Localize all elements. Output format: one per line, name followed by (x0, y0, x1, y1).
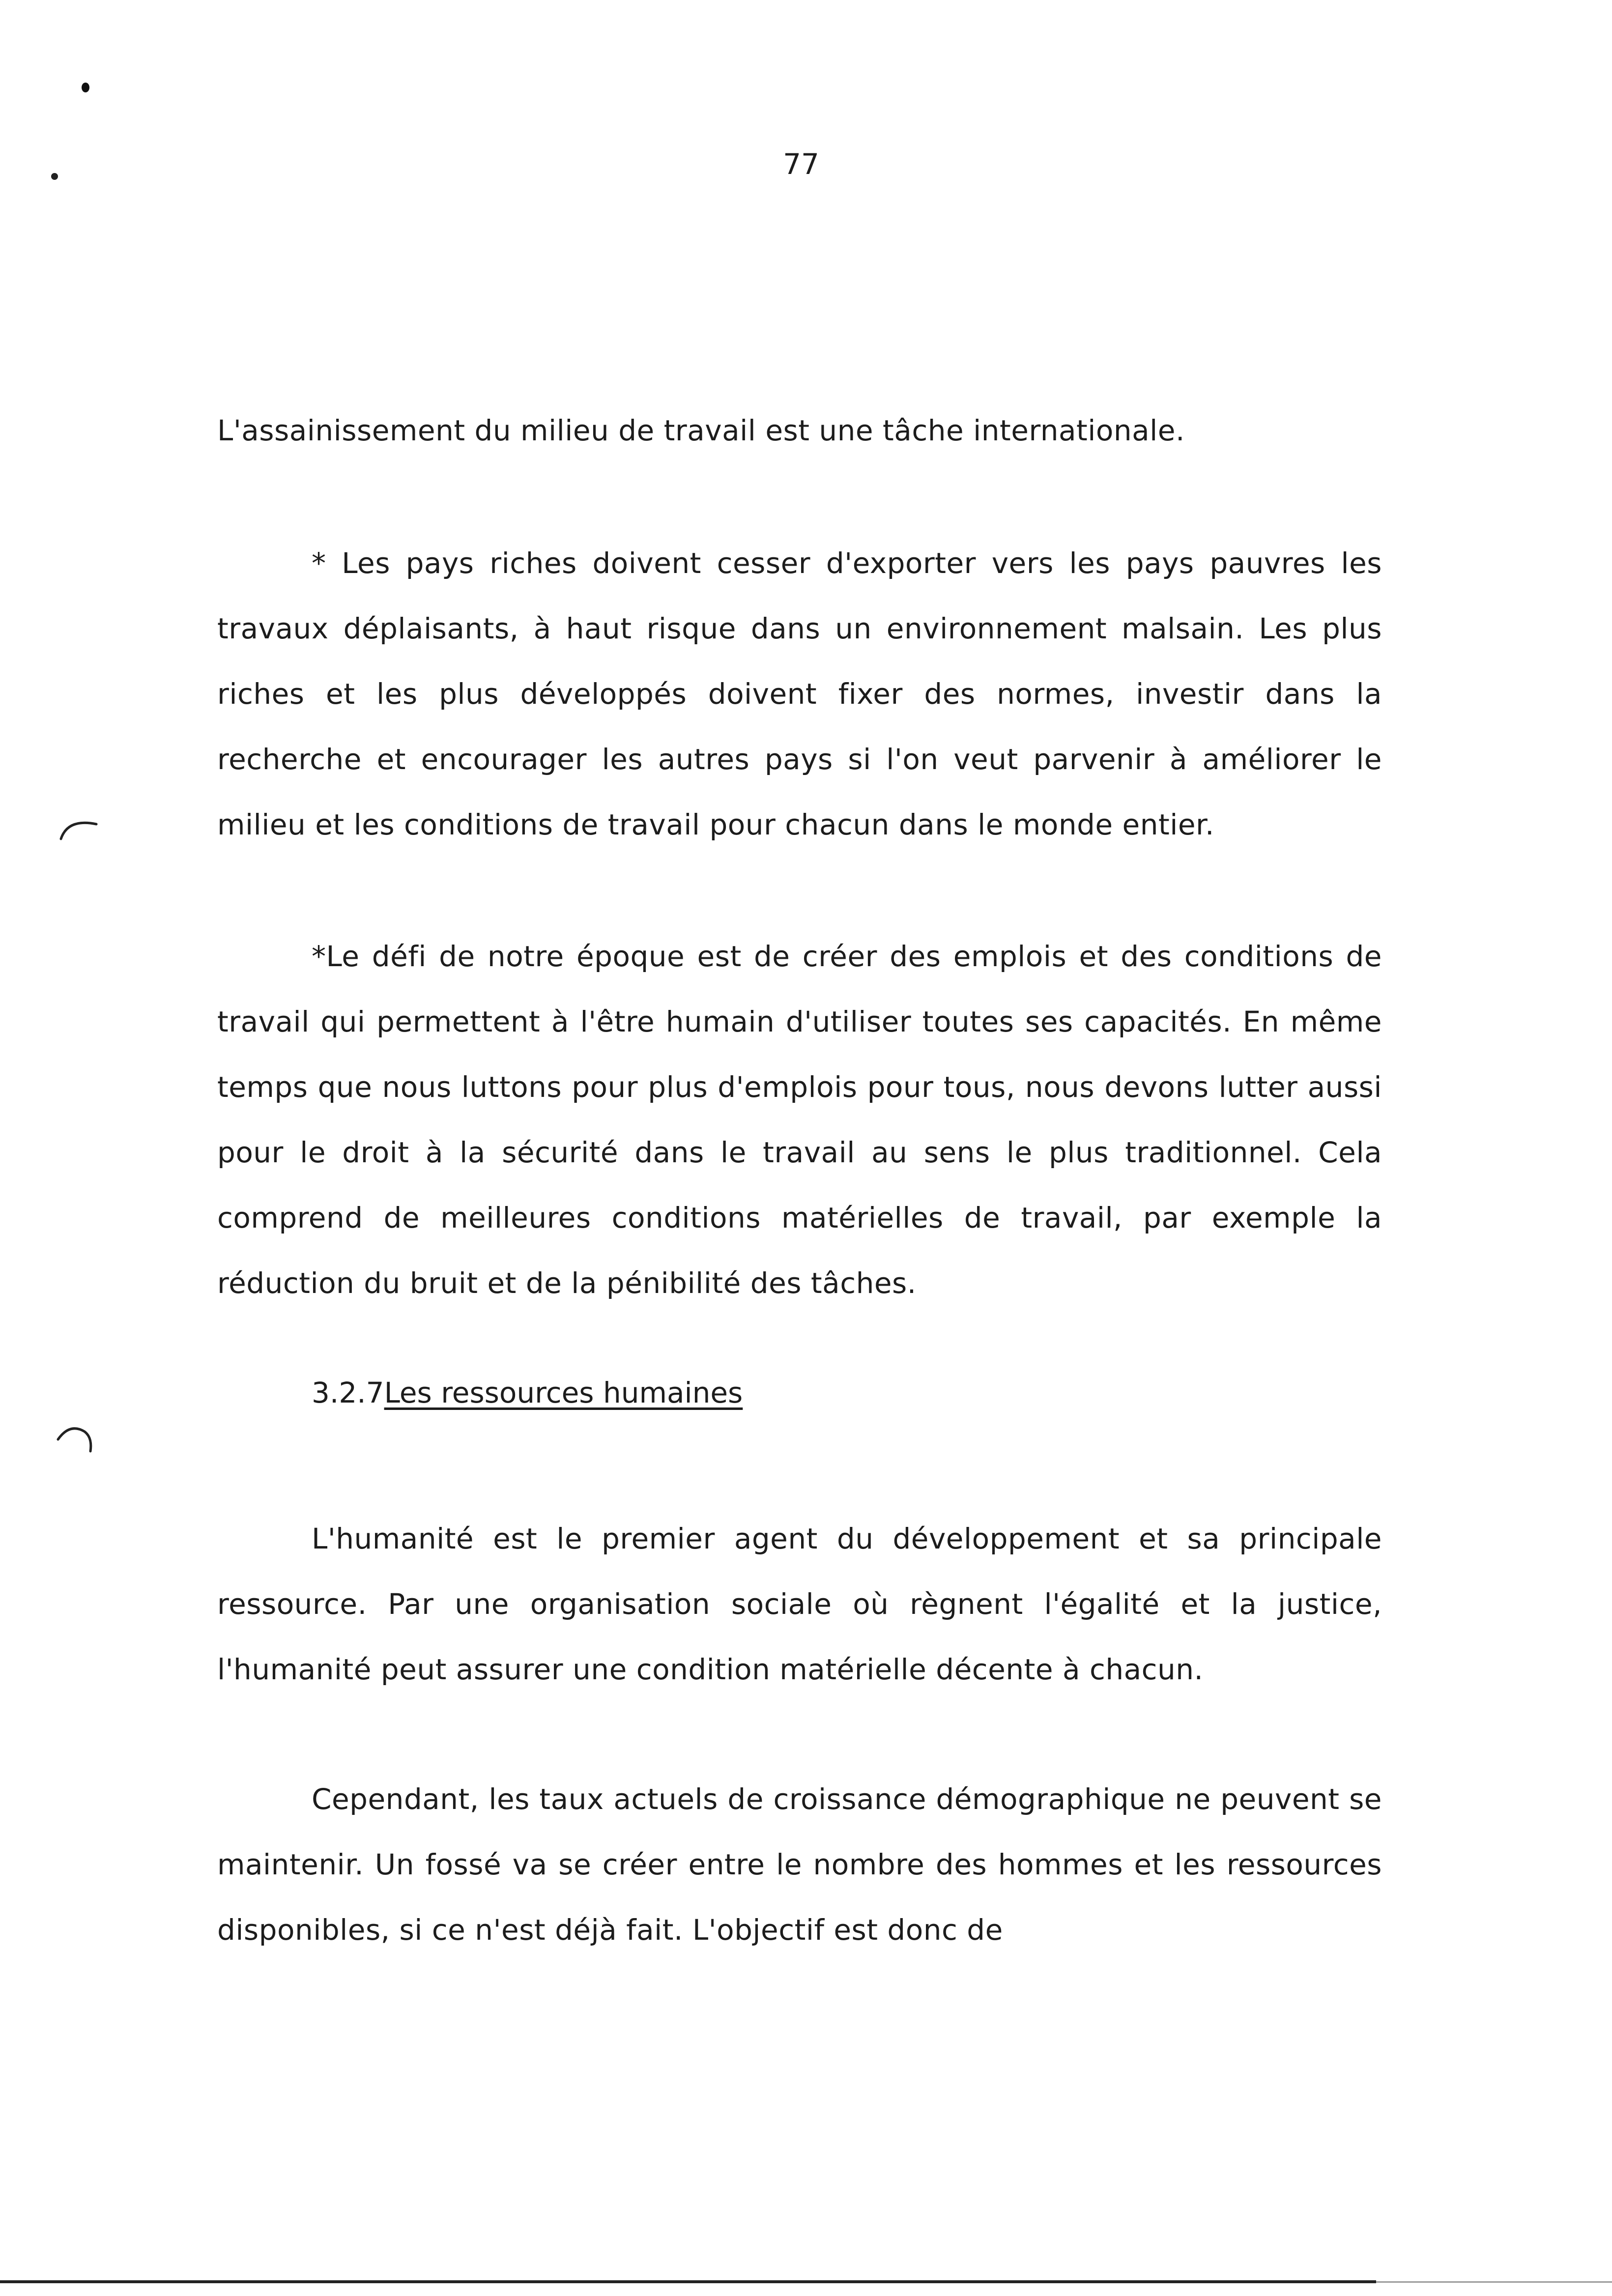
page-bottom-edge (0, 2280, 1376, 2283)
section-title: Les ressources humaines (384, 1376, 743, 1409)
paragraph-rich-countries: * Les pays riches doivent cesser d'exporter vers les pays pauvres les travaux déplaisants, à haut risque dans un environnement malsain. Les plus riches et les plus développés doivent fixer des normes, investir dans la recherche et encourager les autres pays si l'on veut parvenir à améliorer le milieu et les conditions de travail pour chacun dans le monde entier. (217, 546, 1382, 841)
page-bottom-edge-faint (1376, 2281, 1612, 2283)
paragraph-demography: Cependant, les taux actuels de croissance démographique ne peuvent se maintenir. Un fossé va se créer entre le nombre des hommes et les ressources disponibles, si ce n'est déjà fait. L'objectif est donc de (217, 1782, 1382, 1947)
section-number: 3.2.7 (312, 1376, 384, 1409)
scan-speck-top (82, 83, 89, 92)
binding-hole-mark-icon (58, 813, 102, 843)
section-heading (312, 1376, 743, 1409)
paragraph-humanity: L'humanité est le premier agent du développement et sa principale ressource. Par une organisation sociale où règnent l'égalité et la justice, l'humanité peut assurer une condition matérielle décente à chacun. (217, 1522, 1382, 1686)
paragraph-intro: L'assainissement du milieu de travail est une tâche internationale. (217, 414, 1185, 447)
binding-hole-mark-icon (55, 1423, 99, 1462)
paragraph-challenge: *Le défi de notre époque est de créer des emplois et des conditions de travail qui permettent à l'être humain d'utiliser toutes ses capacités. En même temps que nous luttons pour plus d'emplois pour tous, nous devons lutter aussi pour le droit à la sécurité dans le travail au sens le plus traditionnel. Cela comprend de meilleures conditions matérielles de travail, par exemple la réduction du bruit et de la pénibilité des tâches. (217, 940, 1382, 1300)
scan-speck-margin (51, 173, 58, 180)
page-number: 77 (783, 147, 819, 181)
